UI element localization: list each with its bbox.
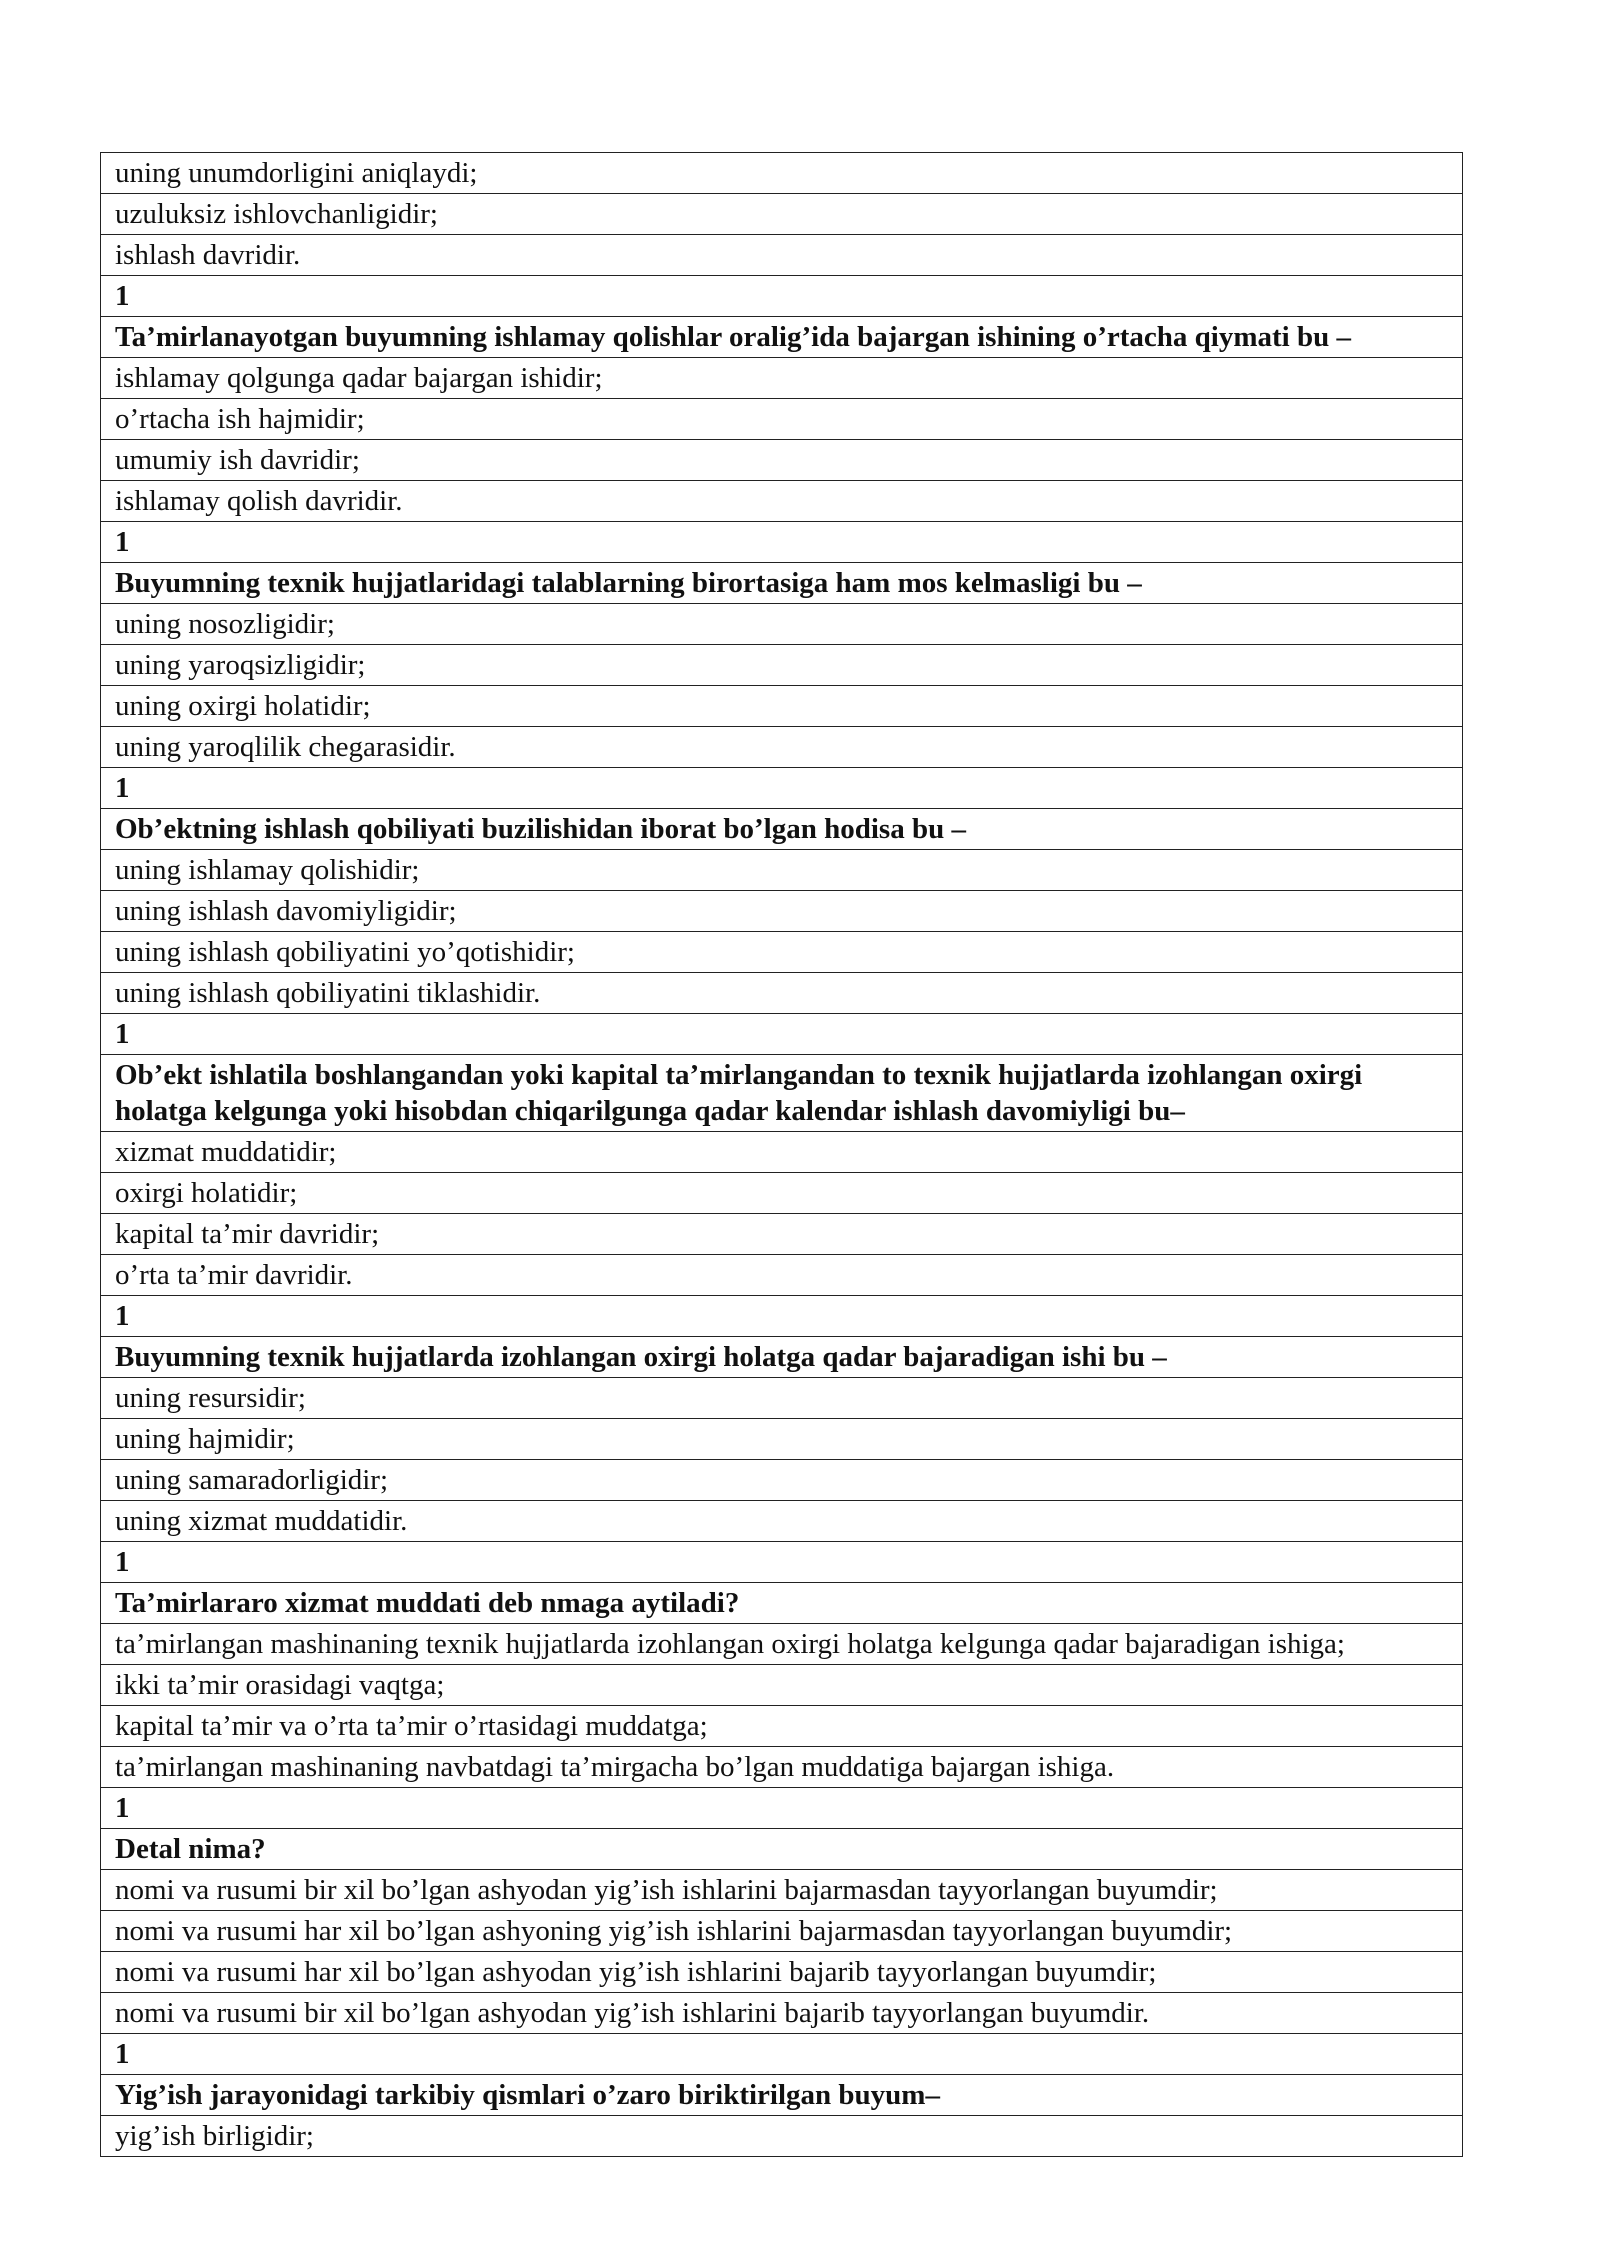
- answer-option-cell: ikki ta’mir orasidagi vaqtga;: [101, 1665, 1463, 1706]
- question-row: [101, 1014, 1463, 1055]
- answer-option-cell: xizmat muddatidir;: [101, 1132, 1463, 1173]
- question-number-cell: 1: [101, 1542, 1463, 1583]
- question-row: [101, 768, 1463, 809]
- answer-option-cell: uning yaroqsizligidir;: [101, 645, 1463, 686]
- answer-option-cell: nomi va rusumi bir xil bo’lgan ashyodan yig’ish ishlarini bajarib tayyorlangan buyumdir.: [101, 1993, 1463, 2034]
- question-text-cell: Ob’ektning ishlash qobiliyati buzilishidan iborat bo’lgan hodisa bu –: [101, 809, 1463, 850]
- answer-option-cell: uning nosozligidir;: [101, 604, 1463, 645]
- answer-row: [101, 358, 1463, 399]
- question-text-cell: Ta’mirlanayotgan buyumning ishlamay qolishlar oralig’ida bajargan ishining o’rtacha qiymati bu –: [101, 317, 1463, 358]
- answer-option-cell: uning unumdorligini aniqlaydi;: [101, 153, 1463, 194]
- question-row: [101, 276, 1463, 317]
- answer-option-cell: uning ishlash qobiliyatini yo’qotishidir;: [101, 932, 1463, 973]
- answer-row: [101, 235, 1463, 276]
- answer-option-cell: oxirgi holatidir;: [101, 1173, 1463, 1214]
- question-table: [100, 152, 1463, 2157]
- answer-row: [101, 1624, 1463, 1665]
- question-number-cell: 1: [101, 1296, 1463, 1337]
- answer-row: [101, 891, 1463, 932]
- answer-option-cell: nomi va rusumi har xil bo’lgan ashyoning yig’ish ishlarini bajarmasdan tayyorlangan buyumdir;: [101, 1911, 1463, 1952]
- answer-row: [101, 153, 1463, 194]
- question-row: [101, 317, 1463, 358]
- answer-row: [101, 481, 1463, 522]
- answer-row: [101, 440, 1463, 481]
- answer-row: [101, 1665, 1463, 1706]
- answer-row: [101, 1214, 1463, 1255]
- question-number-cell: 1: [101, 276, 1463, 317]
- answer-row: [101, 1132, 1463, 1173]
- answer-row: [101, 1952, 1463, 1993]
- answer-row: [101, 1255, 1463, 1296]
- answer-row: [101, 727, 1463, 768]
- answer-option-cell: nomi va rusumi har xil bo’lgan ashyodan yig’ish ishlarini bajarib tayyorlangan buyumdir;: [101, 1952, 1463, 1993]
- question-number-cell: 1: [101, 1014, 1463, 1055]
- question-table-body: [101, 153, 1463, 2157]
- answer-option-cell: ishlamay qolish davridir.: [101, 481, 1463, 522]
- question-text-cell: Buyumning texnik hujjatlarda izohlangan oxirgi holatga qadar bajaradigan ishi bu –: [101, 1337, 1463, 1378]
- answer-row: [101, 1501, 1463, 1542]
- answer-row: [101, 1419, 1463, 1460]
- question-row: [101, 1296, 1463, 1337]
- answer-option-cell: kapital ta’mir davridir;: [101, 1214, 1463, 1255]
- answer-option-cell: uning hajmidir;: [101, 1419, 1463, 1460]
- question-text-cell: Detal nima?: [101, 1829, 1463, 1870]
- question-text-cell: Buyumning texnik hujjatlaridagi talablarning birortasiga ham mos kelmasligi bu –: [101, 563, 1463, 604]
- answer-option-cell: ta’mirlangan mashinaning navbatdagi ta’mirgacha bo’lgan muddatiga bajargan ishiga.: [101, 1747, 1463, 1788]
- answer-row: [101, 850, 1463, 891]
- answer-row: [101, 1378, 1463, 1419]
- answer-option-cell: o’rtacha ish hajmidir;: [101, 399, 1463, 440]
- answer-row: [101, 1993, 1463, 2034]
- answer-row: [101, 1460, 1463, 1501]
- answer-option-cell: uning samaradorligidir;: [101, 1460, 1463, 1501]
- question-row: [101, 2075, 1463, 2116]
- answer-option-cell: o’rta ta’mir davridir.: [101, 1255, 1463, 1296]
- answer-option-cell: nomi va rusumi bir xil bo’lgan ashyodan yig’ish ishlarini bajarmasdan tayyorlangan buyumdir;: [101, 1870, 1463, 1911]
- question-row: [101, 522, 1463, 563]
- question-number-cell: 1: [101, 1788, 1463, 1829]
- answer-option-cell: uning resursidir;: [101, 1378, 1463, 1419]
- answer-option-cell: uning ishlash davomiyligidir;: [101, 891, 1463, 932]
- answer-option-cell: ta’mirlangan mashinaning texnik hujjatlarda izohlangan oxirgi holatga kelgunga qadar bajaradigan ishiga;: [101, 1624, 1463, 1665]
- question-row: [101, 2034, 1463, 2075]
- answer-row: [101, 399, 1463, 440]
- question-row: [101, 1337, 1463, 1378]
- answer-option-cell: yig’ish birligidir;: [101, 2116, 1463, 2157]
- question-row: [101, 809, 1463, 850]
- answer-row: [101, 2116, 1463, 2157]
- question-row: [101, 563, 1463, 604]
- answer-option-cell: ishlamay qolgunga qadar bajargan ishidir;: [101, 358, 1463, 399]
- answer-row: [101, 1747, 1463, 1788]
- answer-row: [101, 1911, 1463, 1952]
- answer-option-cell: uning xizmat muddatidir.: [101, 1501, 1463, 1542]
- question-row: [101, 1829, 1463, 1870]
- question-row: [101, 1055, 1463, 1132]
- answer-row: [101, 1870, 1463, 1911]
- question-text-cell: Ob’ekt ishlatila boshlangandan yoki kapital ta’mirlangandan to texnik hujjatlarda izohlangan oxirgi holatga kelgunga yoki hisobdan chiqarilgunga qadar kalendar ishlash davomiyligi bu–: [101, 1055, 1463, 1132]
- answer-row: [101, 686, 1463, 727]
- answer-option-cell: umumiy ish davridir;: [101, 440, 1463, 481]
- answer-row: [101, 973, 1463, 1014]
- answer-option-cell: uning ishlash qobiliyatini tiklashidir.: [101, 973, 1463, 1014]
- question-number-cell: 1: [101, 768, 1463, 809]
- question-number-cell: 1: [101, 522, 1463, 563]
- question-row: [101, 1583, 1463, 1624]
- answer-row: [101, 932, 1463, 973]
- question-text-cell: Ta’mirlararo xizmat muddati deb nmaga aytiladi?: [101, 1583, 1463, 1624]
- question-number-cell: 1: [101, 2034, 1463, 2075]
- answer-option-cell: uning yaroqlilik chegarasidir.: [101, 727, 1463, 768]
- answer-row: [101, 1706, 1463, 1747]
- answer-option-cell: kapital ta’mir va o’rta ta’mir o’rtasidagi muddatga;: [101, 1706, 1463, 1747]
- answer-option-cell: ishlash davridir.: [101, 235, 1463, 276]
- answer-option-cell: uning oxirgi holatidir;: [101, 686, 1463, 727]
- question-row: [101, 1788, 1463, 1829]
- question-text-cell: Yig’ish jarayonidagi tarkibiy qismlari o’zaro biriktirilgan buyum–: [101, 2075, 1463, 2116]
- answer-option-cell: uning ishlamay qolishidir;: [101, 850, 1463, 891]
- answer-row: [101, 194, 1463, 235]
- question-row: [101, 1542, 1463, 1583]
- answer-row: [101, 604, 1463, 645]
- answer-row: [101, 645, 1463, 686]
- answer-row: [101, 1173, 1463, 1214]
- answer-option-cell: uzuluksiz ishlovchanligidir;: [101, 194, 1463, 235]
